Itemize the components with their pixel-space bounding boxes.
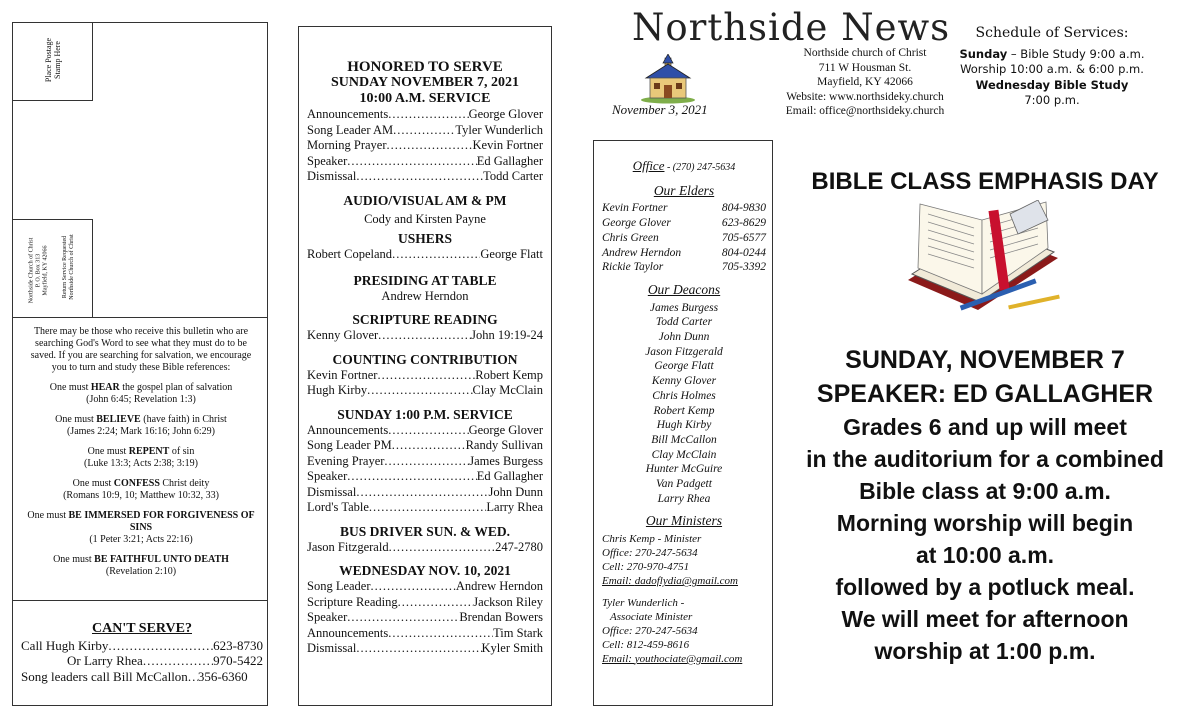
am-duty-role: Song Leader AM: [307, 122, 394, 137]
deacons-list: [602, 301, 766, 507]
schedule-title: Schedule of Services:: [975, 25, 1129, 41]
pm-duty-role: Dismissal: [307, 484, 357, 499]
return-request-line: Return Service Requested: [62, 235, 68, 299]
cant-serve-line: Or Larry Rhea ..... 970-5422: [21, 653, 263, 669]
dot-leader: [393, 123, 455, 139]
deacon-name: John Dunn: [658, 331, 710, 344]
bus-driver-title: BUS DRIVER SUN. & WED.: [339, 523, 511, 539]
announcement-line: Morning worship will begin: [836, 510, 1134, 536]
deacon-name: Robert Kemp: [653, 404, 715, 417]
announcement-line: Grades 6 and up will meet: [843, 414, 1127, 440]
scripture-title: SCRIPTURE READING: [352, 312, 498, 327]
am-duty: [307, 169, 543, 185]
stamp-line: Stamp Here: [53, 41, 62, 79]
deacon-name: Todd Carter: [655, 316, 713, 329]
dot-leader: [369, 500, 487, 516]
wed-duty-role: Scripture Reading: [307, 594, 398, 609]
pm-service-title: SUNDAY 1:00 P.M. SERVICE: [337, 406, 513, 422]
dot-leader: [347, 469, 476, 485]
minister-line: Office: 270-247-5634: [602, 625, 698, 638]
elder-phone: 705-6577: [721, 231, 766, 244]
minister-line: Office: 270-247-5634: [602, 547, 698, 560]
pm-duty-name: George Glover: [468, 422, 543, 437]
pm-duty-name: John Dunn: [488, 484, 543, 499]
dot-leader: [384, 454, 469, 470]
schedule-sunday: Sunday – Bible Study 9:00 a.m.: [959, 46, 1145, 61]
am-duty-name: Tyler Wunderlich: [455, 122, 543, 137]
wed-duty: [307, 641, 543, 657]
am-duty: [307, 154, 543, 170]
pm-duty: [307, 438, 543, 454]
wed-duty-name: Kyler Smith: [481, 641, 543, 655]
dot-leader: [388, 626, 493, 642]
dot-leader: [347, 610, 459, 626]
stamp-line: Place Postage: [44, 37, 53, 83]
pm-duty: [307, 469, 543, 485]
am-duty-role: Dismissal: [307, 169, 357, 183]
wed-duty: [307, 626, 543, 642]
ushers-row: Robert Copeland ..... George Flatt: [307, 247, 543, 263]
deacon-name: Chris Holmes: [652, 389, 716, 402]
minister-line: Cell: 812-459-8616: [602, 639, 690, 652]
deacon-name: George Flatt: [654, 360, 714, 373]
elder-phone: 804-9830: [721, 202, 766, 215]
dot-leader: [356, 485, 488, 501]
am-duty-role: Speaker: [307, 153, 348, 168]
schedule-of-services: [952, 26, 1152, 109]
wed-duty-name: Jackson Riley: [473, 594, 543, 609]
serve-title: HONORED TO SERVE: [347, 59, 503, 75]
bus-driver-row: Jason Fitzgerald ..... 247-2780: [307, 540, 543, 556]
church-street: 711 W Housman St.: [818, 61, 912, 74]
ministers-title: Our Ministers: [645, 513, 723, 529]
pm-duty-name: James Burgess: [469, 453, 543, 468]
elder-row: [602, 216, 766, 231]
salvation-step: One must BE FAITHFUL UNTO DEATH (Revelation 2:10): [53, 554, 229, 577]
am-duty: [307, 138, 543, 154]
am-duty-name: Kevin Fortner: [472, 138, 543, 152]
church-contact: [760, 46, 970, 119]
av-names: Cody and Kirsten Payne: [364, 211, 486, 226]
deacon-name: Kenny Glover: [651, 375, 717, 388]
cant-serve-line: Call Hugh Kirby ..... 623-8730: [21, 638, 263, 654]
announcement-line: at 10:00 a.m.: [915, 542, 1055, 568]
elder-phone: 804-0244: [721, 246, 766, 259]
counting-list: [307, 368, 543, 399]
pm-duty: [307, 423, 543, 439]
stamp-box: [13, 23, 93, 101]
am-duty: [307, 123, 543, 139]
am-duty: [307, 107, 543, 123]
pm-duty-role: Song Leader PM: [307, 438, 392, 452]
cant-serve-line: Song leaders call Bill McCallon ..... 356-6360: [21, 669, 263, 685]
elder-phone: 623-8629: [721, 217, 766, 230]
honored-to-serve-panel: [298, 26, 552, 706]
pm-duty-name: Larry Rhea: [486, 500, 543, 514]
counting-duty-role: Kevin Fortner: [307, 367, 378, 382]
presiding-name: Andrew Herndon: [381, 288, 469, 303]
announcement-body: [785, 411, 1185, 667]
pm-duty-name: Ed Gallagher: [476, 469, 543, 483]
announcement: [785, 343, 1185, 667]
wed-duty-role: Song Leader: [307, 579, 371, 593]
wed-duty: [307, 595, 543, 611]
deacon-name: Clay McClain: [651, 448, 717, 461]
pm-duty-role: Speaker: [307, 469, 348, 483]
church-email[interactable]: Email: office@northsideky.church: [785, 105, 945, 117]
deacon-name: Bill McCallon: [651, 433, 717, 446]
elder-row: [602, 231, 766, 246]
open-bible-icon: [898, 200, 1068, 332]
cant-serve-section: [21, 621, 263, 684]
announcement-speaker: SPEAKER: ED GALLAGHER: [816, 380, 1154, 408]
scripture-row: Kenny Glover ..... John 19:19-24: [307, 328, 543, 344]
office-phone: Office - (270) 247-5634: [632, 158, 736, 173]
elder-name: Kevin Fortner: [602, 202, 668, 215]
av-title: AUDIO/VISUAL AM & PM: [343, 192, 507, 208]
minister-line: Associate Minister: [602, 611, 693, 624]
return-address-line: Northside Church of Christ: [28, 237, 35, 304]
salvation-plan: [23, 326, 259, 586]
minister-line: Tyler Wunderlich -: [602, 597, 685, 610]
salvation-intro: There may be those who receive this bulletin who are searching God's Word to see what they must do to be saved. If you are searching for salvation, we encourage you to turn and study these Bible references:: [30, 326, 252, 373]
pm-duty: [307, 500, 543, 516]
pm-duty-role: Evening Prayer: [307, 453, 385, 468]
counting-duty-name: Robert Kemp: [475, 367, 543, 382]
salvation-step: One must HEAR the gospel plan of salvation (John 6:45; Revelation 1:3): [49, 382, 233, 405]
minister-email-link[interactable]: youthociate@gmail.com: [634, 653, 743, 666]
dot-leader: [356, 169, 483, 185]
divider: [13, 317, 267, 318]
wed-duty-role: Announcements: [307, 625, 389, 640]
return-service-requested: [62, 227, 76, 307]
minister-email-link[interactable]: dadoflydia@gmail.com: [634, 575, 739, 588]
salvation-step: One must CONFESS Christ deity (Romans 10:9, 10; Matthew 10:32, 33): [63, 478, 219, 501]
leadership-panel: [593, 140, 773, 706]
am-service-list: [307, 107, 543, 185]
dot-leader: [387, 138, 473, 154]
elder-row: [602, 246, 766, 261]
minister-email-label: Email:: [602, 575, 635, 588]
stamp-text: [44, 11, 62, 109]
dot-leader: [371, 579, 456, 595]
wed-duty: [307, 579, 543, 595]
pm-duty-role: Announcements: [307, 422, 389, 437]
church-name: Northside church of Christ: [803, 47, 927, 59]
elders-list: [602, 201, 766, 275]
serve-time: 10:00 A.M. SERVICE: [359, 91, 491, 106]
am-duty-role: Announcements: [307, 107, 389, 121]
elder-row: [602, 260, 766, 275]
wednesday-title: WEDNESDAY NOV. 10, 2021: [339, 563, 511, 578]
dot-leader: [392, 438, 466, 454]
elder-name: Andrew Herndon: [602, 246, 682, 259]
pm-duty: [307, 485, 543, 501]
counting-duty-role: Hugh Kirby: [307, 383, 368, 397]
mailer-panel: [12, 22, 268, 706]
pm-duty-role: Lord's Table: [307, 500, 369, 514]
presiding-title: PRESIDING AT TABLE: [353, 272, 497, 288]
dot-leader: [388, 107, 468, 123]
announcement-line: We will meet for afternoon: [841, 606, 1129, 632]
elder-name: George Glover: [602, 217, 671, 230]
dot-leader: [347, 154, 476, 170]
return-request-line: Northside Church of Christ: [69, 234, 75, 300]
deacon-name: Jason Fitzgerald: [645, 345, 723, 358]
pm-duty: [307, 454, 543, 470]
announcement-date: SUNDAY, NOVEMBER 7: [845, 346, 1125, 374]
issue-date: November 3, 2021: [612, 102, 708, 117]
deacon-name: Hugh Kirby: [656, 419, 712, 432]
deacon-name: James Burgess: [649, 301, 719, 314]
divider: [13, 600, 267, 601]
minister-line: Chris Kemp - Minister: [602, 533, 702, 546]
wed-duty: [307, 610, 543, 626]
serve-date: SUNDAY NOVEMBER 7, 2021: [331, 75, 519, 90]
emphasis-title: BIBLE CLASS EMPHASIS DAY: [811, 168, 1159, 195]
pm-service-list: [307, 423, 543, 516]
dot-leader: [377, 368, 475, 384]
church-city: Mayfield, KY 42066: [817, 76, 913, 88]
return-address: [29, 233, 50, 309]
announcement-line: Bible class at 9:00 a.m.: [859, 478, 1111, 504]
minister-email-label: Email:: [602, 653, 635, 666]
minister-block: [602, 596, 766, 666]
ushers-title: USHERS: [397, 231, 453, 246]
deacons-title: Our Deacons: [647, 281, 721, 297]
counting-title: COUNTING CONTRIBUTION: [332, 351, 518, 367]
deacon-name: Larry Rhea: [657, 492, 711, 505]
dot-leader: [388, 423, 468, 439]
deacon-name: Hunter McGuire: [645, 463, 723, 476]
minister-block: [602, 532, 766, 588]
wed-duty-role: Dismissal: [307, 641, 357, 655]
am-duty-name: Ed Gallagher: [476, 153, 543, 168]
return-address-line: Mayfield, KY 42066: [42, 245, 49, 296]
wed-duty-name: Andrew Herndon: [455, 579, 543, 593]
elders-title: Our Elders: [653, 182, 715, 198]
schedule-wednesday-time: 7:00 p.m.: [1024, 93, 1080, 107]
church-website[interactable]: Website: www.northsideky.church: [786, 90, 944, 103]
salvation-step: One must BELIEVE (have faith) in Christ (James 2:24; Mark 16:16; John 6:29): [55, 414, 227, 437]
elder-phone: 705-3392: [721, 261, 766, 274]
minister-email: [602, 574, 766, 588]
schedule-worship: Worship 10:00 a.m. & 6:00 p.m.: [960, 62, 1144, 76]
dot-leader: [367, 383, 472, 399]
pm-duty-name: Randy Sullivan: [465, 438, 543, 452]
wed-duty-name: Tim Stark: [493, 625, 543, 640]
salvation-step: One must BE IMMERSED FOR FORGIVENESS OF SINS (1 Peter 3:21; Acts 22:16): [27, 510, 255, 545]
am-duty-name: Todd Carter: [483, 169, 543, 183]
wed-duty-role: Speaker: [307, 610, 348, 624]
announcement-line: worship at 1:00 p.m.: [874, 638, 1096, 664]
salvation-step: One must REPENT of sin (Luke 13:3; Acts 2:38; 3:19): [84, 446, 198, 469]
announcement-line: in the auditorium for a combined: [806, 446, 1164, 472]
schedule-wednesday: Wednesday Bible Study: [975, 77, 1129, 92]
newsletter-title: Northside News: [632, 6, 951, 49]
wed-duty-name: Brendan Bowers: [459, 610, 543, 624]
dot-leader: [356, 641, 481, 657]
deacon-name: Van Padgett: [656, 478, 712, 491]
wednesday-service-list: [307, 579, 543, 657]
cant-serve-title: CAN'T SERVE?: [92, 621, 192, 636]
ministers-list: [602, 532, 766, 666]
am-duty-role: Morning Prayer: [307, 138, 387, 152]
announcement-line: followed by a potluck meal.: [835, 574, 1135, 600]
return-address-line: P. O. Box 313: [35, 253, 42, 288]
elder-row: [602, 201, 766, 216]
counting-duty: [307, 368, 543, 384]
counting-duty: [307, 383, 543, 399]
minister-email: [602, 652, 766, 666]
elder-name: Chris Green: [602, 231, 659, 244]
am-duty-name: George Glover: [468, 107, 543, 121]
minister-line: Cell: 270-970-4751: [602, 561, 690, 574]
dot-leader: [398, 595, 474, 611]
return-address-box: [13, 219, 93, 317]
elder-name: Rickie Taylor: [602, 261, 664, 274]
counting-duty-name: Clay McClain: [472, 383, 543, 397]
church-icon: [638, 54, 696, 104]
